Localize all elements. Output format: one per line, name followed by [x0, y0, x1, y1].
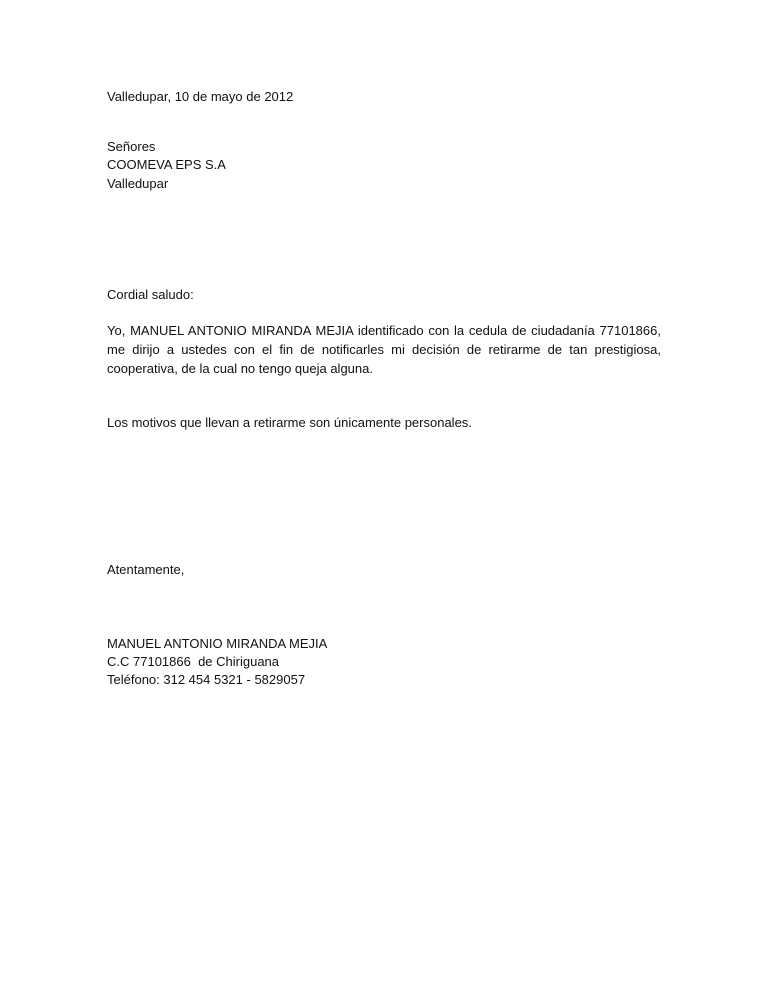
- greeting: Cordial saludo:: [107, 287, 194, 302]
- date-line: Valledupar, 10 de mayo de 2012: [107, 89, 294, 104]
- recipient-city: Valledupar: [107, 176, 169, 191]
- body-paragraph-2: Los motivos que llevan a retirarme son únicamente personales.: [107, 415, 472, 430]
- signature-id: C.C 77101866 de Chiriguana: [107, 654, 280, 669]
- recipient-company: COOMEVA EPS S.A: [107, 157, 226, 172]
- closing: Atentamente,: [107, 562, 185, 577]
- signature-name: MANUEL ANTONIO MIRANDA MEJIA: [107, 636, 328, 651]
- signature-phone: Teléfono: 312 454 5321 - 5829057: [107, 672, 306, 687]
- body-paragraph-1: Yo, MANUEL ANTONIO MIRANDA MEJIA identificado con la cedula de ciudadanía 77101866, me dirijo a ustedes con el fin de notificarles mi decisión de retirarme de tan prestigiosa, cooperativa, de la cual no tengo queja alguna.: [107, 323, 661, 376]
- recipient-title: Señores: [107, 139, 156, 154]
